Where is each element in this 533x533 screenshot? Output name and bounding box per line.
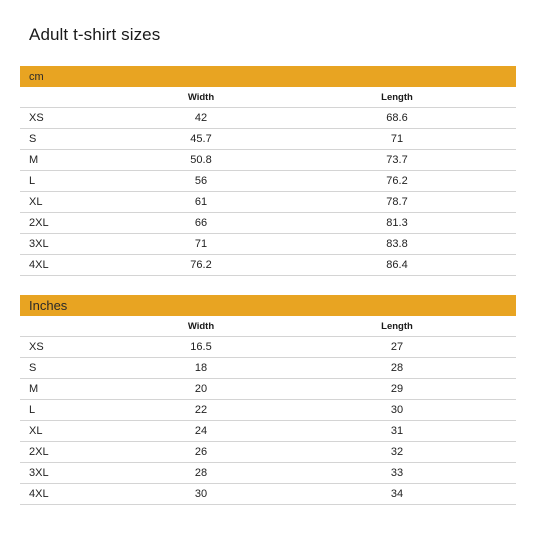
cell-length: 73.7 bbox=[386, 154, 408, 166]
cell-length: 68.6 bbox=[386, 112, 408, 124]
header-width: Width bbox=[187, 91, 215, 103]
cell-size: XL bbox=[29, 196, 43, 208]
header-width: Width bbox=[187, 320, 215, 332]
table-row bbox=[20, 213, 516, 234]
cell-size: XL bbox=[29, 425, 43, 437]
cell-length: 27 bbox=[390, 341, 404, 353]
table-row bbox=[20, 442, 516, 463]
cell-width: 30 bbox=[194, 488, 208, 500]
cell-size: L bbox=[29, 175, 36, 187]
cell-length: 31 bbox=[390, 425, 404, 437]
cell-size: S bbox=[29, 362, 37, 374]
cell-size: M bbox=[29, 383, 39, 395]
cell-width: 50.8 bbox=[190, 154, 212, 166]
table-row bbox=[20, 337, 516, 358]
cell-width: 42 bbox=[194, 112, 208, 124]
size-table-inches bbox=[20, 295, 516, 505]
cell-size: M bbox=[29, 154, 39, 166]
table-row bbox=[20, 358, 516, 379]
size-table-cm bbox=[20, 66, 516, 276]
cell-width: 26 bbox=[194, 446, 208, 458]
table-row bbox=[20, 463, 516, 484]
header-length: Length bbox=[381, 320, 413, 332]
table-row bbox=[20, 129, 516, 150]
table-body-cm bbox=[20, 108, 516, 276]
cell-width: 71 bbox=[194, 238, 208, 250]
table-row bbox=[20, 150, 516, 171]
cell-width: 24 bbox=[194, 425, 208, 437]
cell-size: XS bbox=[29, 341, 44, 353]
cell-width: 45.7 bbox=[190, 133, 212, 145]
table-header-row bbox=[20, 87, 516, 108]
cell-length: 29 bbox=[390, 383, 404, 395]
cell-width: 61 bbox=[194, 196, 208, 208]
cell-size: 2XL bbox=[29, 217, 49, 229]
cell-size: L bbox=[29, 404, 36, 416]
cell-size: 2XL bbox=[29, 446, 49, 458]
header-length: Length bbox=[381, 91, 413, 103]
cell-width: 18 bbox=[194, 362, 208, 374]
cell-size: 4XL bbox=[29, 488, 49, 500]
page-title: Adult t-shirt sizes bbox=[29, 25, 161, 44]
table-row bbox=[20, 234, 516, 255]
unit-banner-inches: Inches bbox=[20, 295, 516, 316]
cell-size: 3XL bbox=[29, 467, 49, 479]
cell-size: 3XL bbox=[29, 238, 49, 250]
table-row bbox=[20, 192, 516, 213]
cell-length: 33 bbox=[390, 467, 404, 479]
cell-length: 71 bbox=[390, 133, 404, 145]
cell-width: 20 bbox=[194, 383, 208, 395]
cell-length: 78.7 bbox=[386, 196, 408, 208]
cell-length: 30 bbox=[390, 404, 404, 416]
cell-length: 86.4 bbox=[386, 259, 408, 271]
cell-width: 22 bbox=[194, 404, 208, 416]
table-row bbox=[20, 484, 516, 505]
cell-length: 76.2 bbox=[386, 175, 408, 187]
cell-size: 4XL bbox=[29, 259, 49, 271]
table-row bbox=[20, 400, 516, 421]
cell-width: 28 bbox=[194, 467, 208, 479]
cell-width: 76.2 bbox=[190, 259, 212, 271]
table-header-row bbox=[20, 316, 516, 337]
cell-length: 32 bbox=[390, 446, 404, 458]
unit-banner-cm: cm bbox=[20, 66, 516, 87]
cell-width: 66 bbox=[194, 217, 208, 229]
table-row bbox=[20, 421, 516, 442]
cell-size: XS bbox=[29, 112, 44, 124]
cell-width: 16.5 bbox=[190, 341, 212, 353]
cell-length: 34 bbox=[390, 488, 404, 500]
cell-width: 56 bbox=[194, 175, 208, 187]
cell-length: 83.8 bbox=[386, 238, 408, 250]
table-row bbox=[20, 379, 516, 400]
table-row bbox=[20, 255, 516, 276]
cell-length: 28 bbox=[390, 362, 404, 374]
table-body-inches bbox=[20, 337, 516, 505]
table-row bbox=[20, 171, 516, 192]
cell-length: 81.3 bbox=[386, 217, 408, 229]
cell-size: S bbox=[29, 133, 37, 145]
table-row bbox=[20, 108, 516, 129]
